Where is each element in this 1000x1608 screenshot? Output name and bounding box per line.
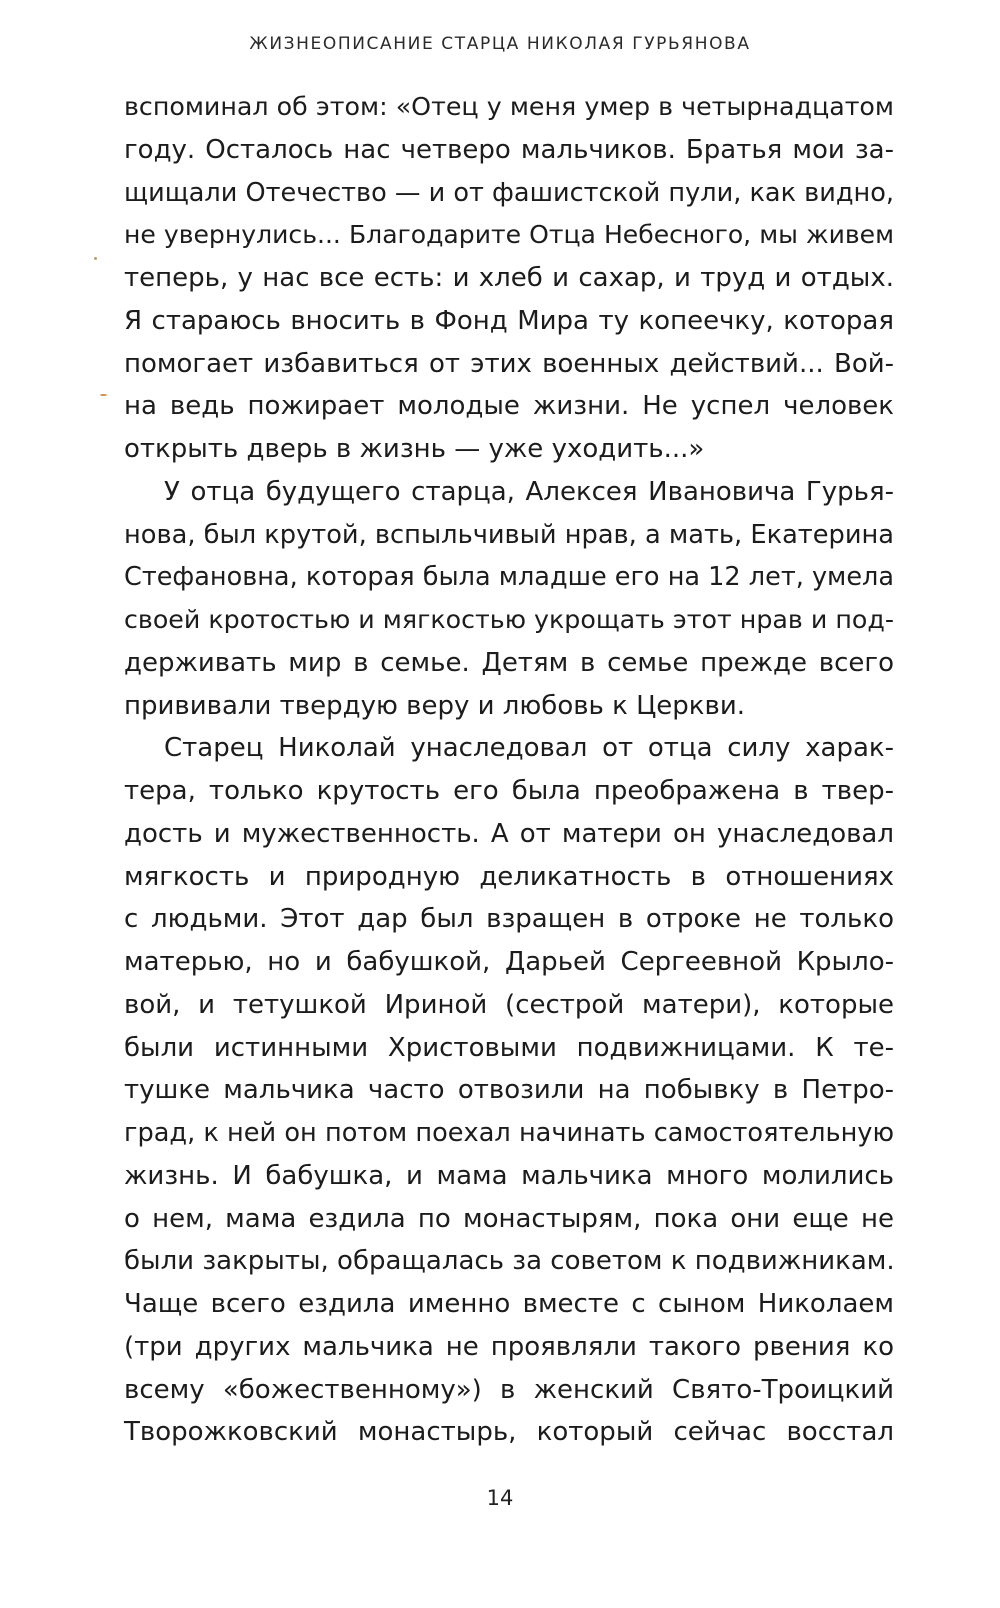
text-line: Чаще всего ездила именно вместе с сыном Николаем [124, 1289, 894, 1319]
text-line: Стефановна, которая была младше его на 12 лет, умела [124, 562, 894, 593]
paper-speck [100, 394, 107, 396]
text-line: Я стараюсь вносить в Фонд Мира ту копеечку, которая [124, 305, 894, 336]
text-line: дость и мужественность. А от матери он унаследовал [124, 818, 894, 849]
text-line: были истинными Христовыми подвижницами. К те- [124, 1032, 894, 1063]
text-line: жизнь. И бабушка, и мама мальчика много молились [124, 1160, 894, 1191]
text-line: году. Осталось нас четверо мальчиков. Братья мои за- [124, 134, 894, 165]
text-line: град, к ней он потом поехал начинать самостоятельную [124, 1118, 894, 1148]
body-text [124, 86, 894, 1454]
text-line: Старец Николай унаследовал от отца силу харак- [164, 733, 894, 764]
text-line: прививали твердую веру и любовь к Церкви. [124, 690, 745, 721]
text-line: открыть дверь в жизнь — уже уходить...» [124, 434, 705, 464]
paper-speck [94, 257, 97, 260]
text-line: были закрыты, обращалась за советом к подвижникам. [124, 1246, 895, 1277]
text-line: Творожковский монастырь, который сейчас восстал [124, 1417, 894, 1448]
text-line: У отца будущего старца, Алексея Ивановича Гурья- [164, 476, 894, 507]
text-line: держивать мир в семье. Детям в семье прежде всего [124, 647, 894, 678]
text-line: на ведь пожирает молодые жизни. Не успел человек [124, 391, 894, 422]
text-line: вспоминал об этом: «Отец у меня умер в четырнадцатом [124, 92, 894, 121]
text-line: теперь, у нас все есть: и хлеб и сахар, и труд и отдых. [124, 263, 894, 293]
text-line: нова, был крутой, вспыльчивый нрав, а мать, Екатерина [124, 519, 894, 550]
text-line: не увернулись... Благодарите Отца Небесного, мы живем [124, 220, 894, 250]
text-line: о нем, мама ездила по монастырям, пока они еще не [124, 1203, 894, 1234]
page-number: 14 [486, 1486, 514, 1510]
text-line: помогает избавиться от этих военных действий... Вой- [124, 348, 894, 379]
running-header: ЖИЗНЕОПИСАНИЕ СТАРЦА НИКОЛАЯ ГУРЬЯНОВА [249, 34, 751, 54]
text-line: своей кротостью и мягкостью укрощать этот нрав и под- [124, 605, 894, 634]
text-line: с людьми. Этот дар был взращен в отроке не только [124, 904, 894, 935]
text-line: матерью, но и бабушкой, Дарьей Сергеевной Крыло- [124, 947, 894, 977]
text-line: щищали Отечество — и от фашистской пули, как видно, [124, 177, 894, 208]
text-line: мягкость и природную деликатность в отношениях [124, 861, 894, 892]
text-line: тушке мальчика часто отвозили на побывку в Петро- [124, 1075, 894, 1106]
text-line: вой, и тетушкой Ириной (сестрой матери), которые [124, 989, 894, 1020]
text-line: всему «божественному») в женский Свято-Троицкий [124, 1374, 894, 1405]
text-line: тера, только крутость его была преображена в твер- [124, 776, 894, 806]
text-line: (три других мальчика не проявляли такого рвения ко [124, 1331, 894, 1362]
